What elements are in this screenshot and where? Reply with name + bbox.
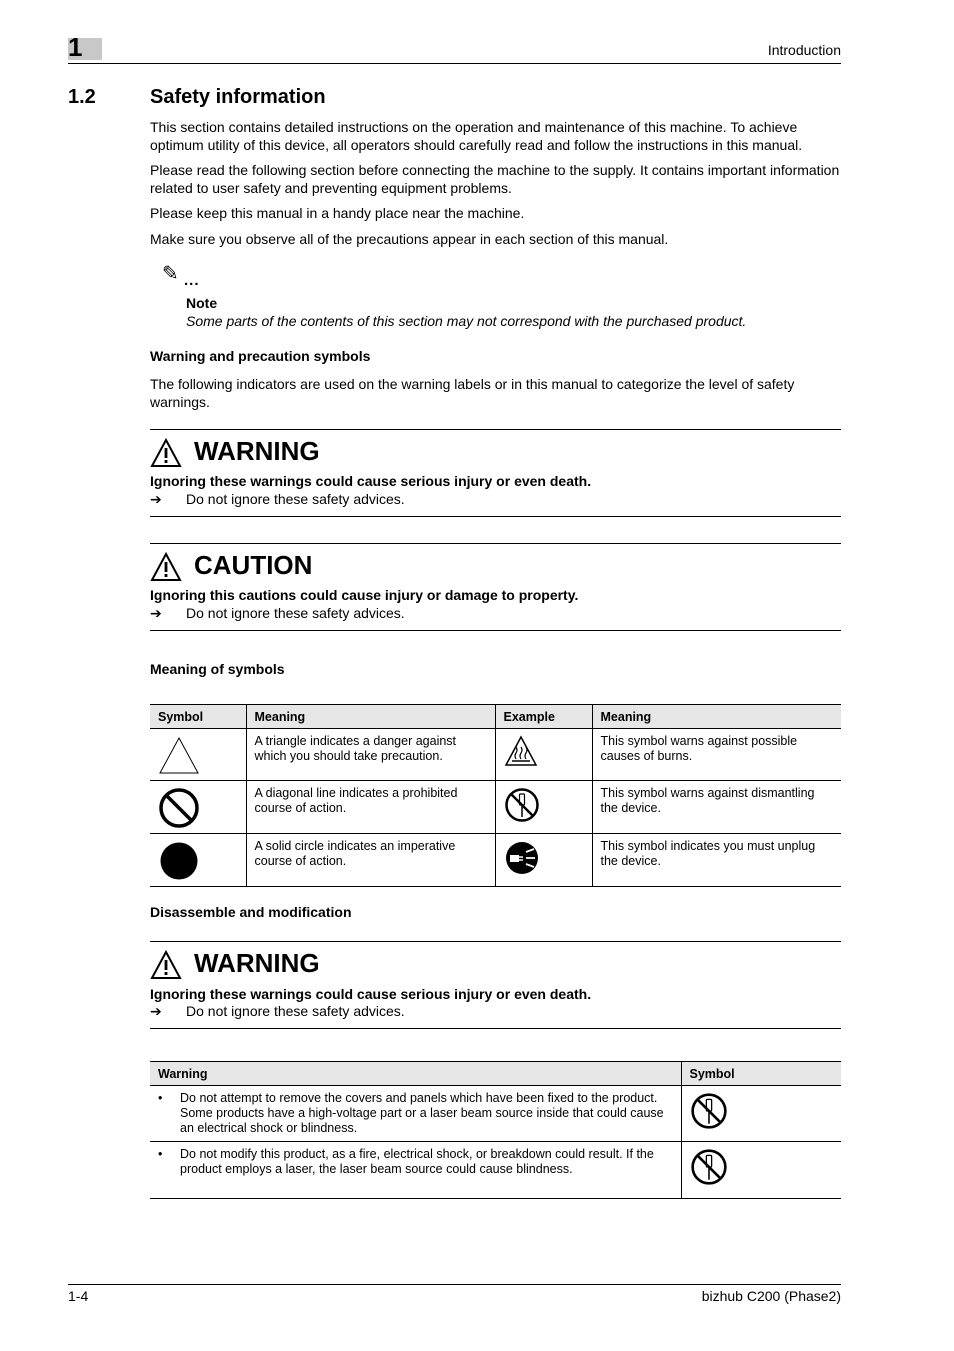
warning-box-bottom-rule	[150, 516, 841, 517]
warning-title: WARNING	[194, 436, 320, 466]
chapter-number: 1	[68, 32, 83, 62]
example-meaning-cell: This symbol indicates you must unplug the device.	[592, 834, 841, 887]
intro-paragraph: This section contains detailed instructions on the operation and maintenance of this machine. To achieve optimum utility of this device, all operators should carefully read and follow the instructions in this manual.	[150, 119, 803, 153]
table-header: Meaning	[246, 705, 495, 729]
subheading-warning-symbols: Warning and precaution symbols	[150, 348, 371, 364]
prohibited-icon	[158, 787, 200, 829]
warning-triangle-icon	[150, 950, 182, 980]
table-header: Symbol	[681, 1062, 841, 1086]
table-row	[150, 834, 841, 887]
table-header: Warning	[150, 1062, 681, 1086]
note-dots: ...	[184, 272, 200, 289]
arrow-icon: ➔	[150, 491, 162, 507]
warning-advice: Do not ignore these safety advices.	[186, 491, 405, 507]
warning-statement: Ignoring these warnings could cause serious injury or even death.	[150, 473, 592, 489]
intro-paragraph: Make sure you observe all of the precautions appear in each section of this manual.	[150, 231, 669, 247]
symbols-table	[150, 704, 841, 887]
bullet: •	[158, 1091, 163, 1105]
table-row	[150, 1086, 841, 1142]
caution-title: CAUTION	[194, 550, 313, 580]
table-row	[150, 729, 841, 781]
warning-text: Do not attempt to remove the covers and panels which have been fixed to the product. Some products have a high-voltage part or a laser beam source inside that could cause an electrical shock or blindness.	[180, 1091, 664, 1135]
section-number: 1.2	[68, 86, 96, 108]
warning-triangle-icon	[150, 438, 182, 468]
caution-advice: Do not ignore these safety advices.	[186, 605, 405, 621]
intro-paragraph: Please read the following section before connecting the machine to the supply. It contains important information related to user safety and preventing equipment problems.	[150, 162, 840, 196]
caution-box-top-rule	[150, 543, 841, 544]
warning-statement: Ignoring these warnings could cause serious injury or even death.	[150, 986, 592, 1002]
footer-rule	[68, 1284, 841, 1285]
arrow-icon: ➔	[150, 605, 162, 621]
page-number: 1-4	[68, 1288, 89, 1304]
running-header-title: Introduction	[767, 42, 841, 58]
unplug-icon	[504, 840, 540, 876]
meaning-cell: A solid circle indicates an imperative course of action.	[246, 834, 495, 887]
caution-triangle-icon	[150, 552, 182, 582]
table-row	[150, 781, 841, 834]
intro-paragraph: Please keep this manual in a handy place near the machine.	[150, 205, 525, 221]
table-header: Example	[495, 705, 592, 729]
note-text: Some parts of the contents of this section may not correspond with the purchased product.	[186, 313, 747, 329]
subheading-disassemble: Disassemble and modification	[150, 904, 352, 920]
warning-symbols-intro: The following indicators are used on the warning labels or in this manual to categorize the level of safety warnings.	[150, 376, 795, 410]
warning-table	[150, 1061, 841, 1199]
section-title: Safety information	[150, 86, 326, 108]
hot-surface-icon	[504, 735, 538, 767]
arrow-icon: ➔	[150, 1003, 162, 1019]
example-meaning-cell: This symbol warns against dismantling the device.	[592, 781, 841, 834]
meaning-cell: A triangle indicates a danger against which you should take precaution.	[246, 729, 495, 781]
warning-box-top-rule	[150, 941, 841, 942]
warning-advice: Do not ignore these safety advices.	[186, 1003, 405, 1019]
caution-statement: Ignoring this cautions could cause injury or damage to property.	[150, 587, 579, 603]
header-rule	[68, 63, 841, 64]
bullet: •	[158, 1147, 163, 1161]
product-name: bizhub C200 (Phase2)	[701, 1288, 841, 1304]
no-disassembly-icon	[690, 1148, 728, 1186]
table-row	[150, 1142, 841, 1199]
pencil-icon: ✎	[162, 263, 179, 285]
no-disassembly-icon	[504, 787, 540, 823]
table-header: Symbol	[150, 705, 246, 729]
no-disassembly-icon	[690, 1092, 728, 1130]
meaning-cell: A diagonal line indicates a prohibited course of action.	[246, 781, 495, 834]
triangle-icon	[158, 735, 200, 775]
note-label: Note	[186, 295, 218, 311]
solid-circle-icon	[158, 840, 200, 882]
warning-box-bottom-rule	[150, 1028, 841, 1029]
warning-text: Do not modify this product, as a fire, electrical shock, or breakdown could result. If the product employs a laser, the laser beam source could cause blindness.	[180, 1147, 654, 1176]
example-meaning-cell: This symbol warns against possible causes of burns.	[592, 729, 841, 781]
subheading-meaning-of-symbols: Meaning of symbols	[150, 661, 285, 677]
table-header: Meaning	[592, 705, 841, 729]
warning-title: WARNING	[194, 948, 320, 978]
caution-box-bottom-rule	[150, 630, 841, 631]
warning-box-top-rule	[150, 429, 841, 430]
